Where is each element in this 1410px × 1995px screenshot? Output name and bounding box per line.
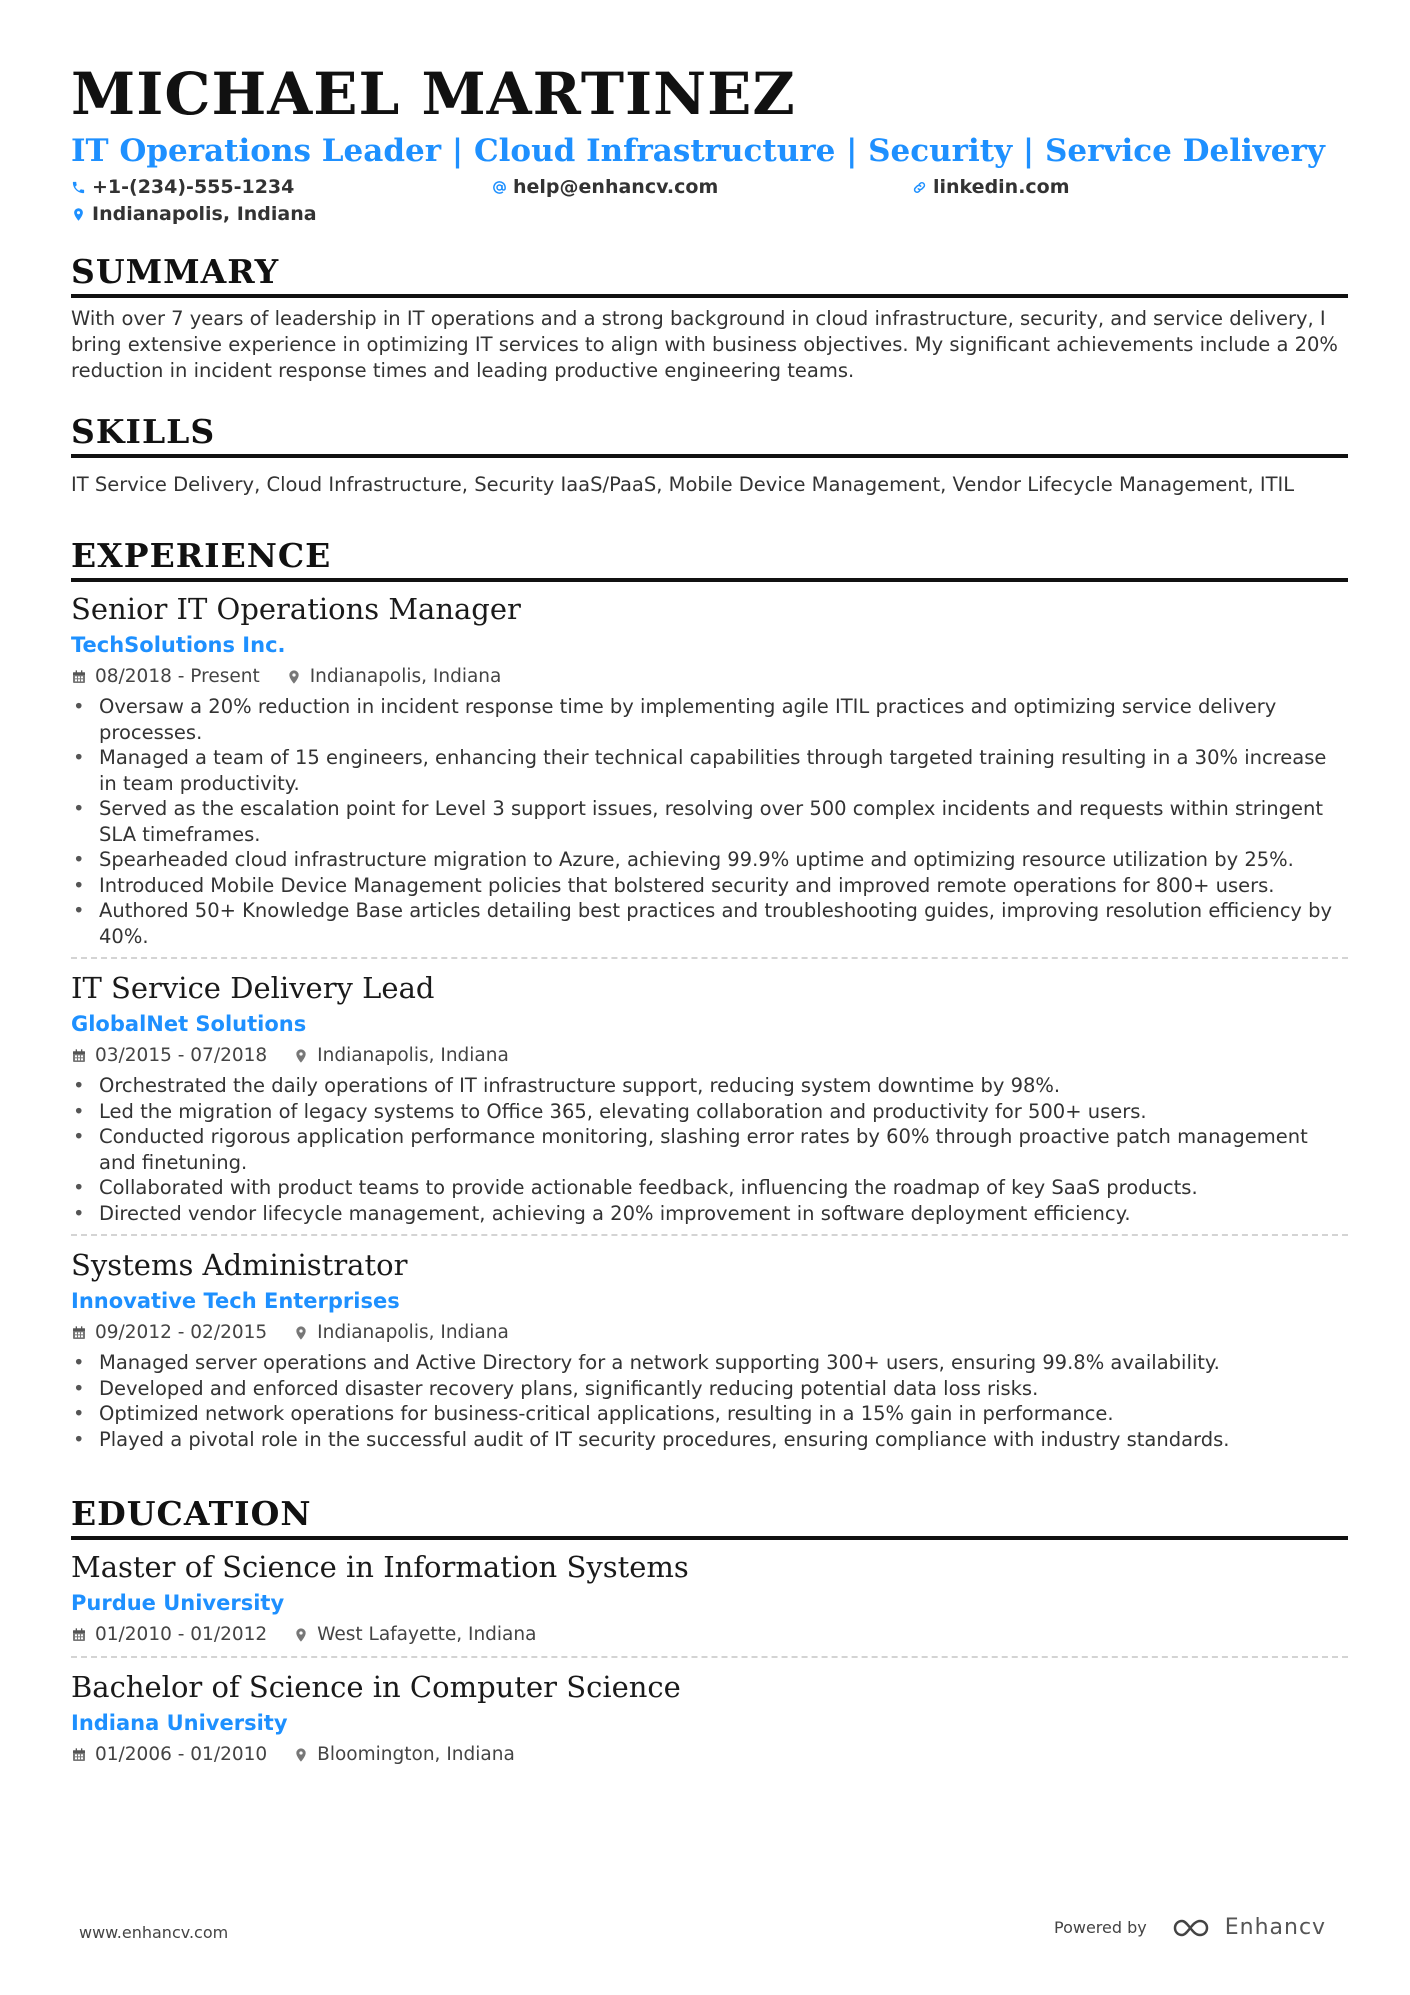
dates-text: 08/2018 - Present — [95, 666, 260, 687]
infinity-logo-icon — [1171, 1916, 1215, 1940]
contact-location — [71, 203, 317, 225]
entry-meta — [71, 1320, 1348, 1346]
enhancv-logo[interactable] — [1171, 1915, 1326, 1940]
footer-branding — [1054, 1915, 1326, 1940]
at-sign-icon — [492, 180, 507, 195]
school-name: Purdue University — [71, 1591, 285, 1615]
calendar-icon — [71, 1325, 87, 1341]
achievement-item: • Developed and enforced disaster recovery plans, significantly reducing potential data loss risks. — [71, 1376, 1348, 1402]
contact-info — [71, 176, 1348, 236]
experience-entry — [71, 957, 1348, 1234]
job-title: IT Service Delivery Lead — [71, 971, 435, 1005]
degree-title: Master of Science in Information Systems — [71, 1550, 689, 1584]
achievement-item: • Spearheaded cloud infrastructure migration to Azure, achieving 99.9% uptime and optimizing resource utilization by 25%. — [71, 847, 1348, 873]
skills-heading: SKILLS — [71, 412, 1348, 458]
contact-phone[interactable] — [71, 176, 294, 198]
location-pin-icon — [293, 1048, 309, 1064]
school-name: Indiana University — [71, 1711, 288, 1735]
achievement-item: • Played a pivotal role in the successful audit of IT security procedures, ensuring compliance with industry standards. — [71, 1427, 1348, 1453]
achievement-item: • Oversaw a 20% reduction in incident response time by implementing agile ITIL practices and optimizing service delivery processes. — [71, 694, 1348, 745]
calendar-icon — [71, 1048, 87, 1064]
location-pin-icon — [71, 207, 86, 222]
company-name: TechSolutions Inc. — [71, 633, 286, 657]
achievement-item: • Optimized network operations for business-critical applications, resulting in a 15% gain in performance. — [71, 1401, 1348, 1427]
linkedin-text: linkedin.com — [933, 176, 1070, 198]
achievement-item: • Led the migration of legacy systems to Office 365, elevating collaboration and productivity for 500+ users. — [71, 1099, 1348, 1125]
achievement-item: • Conducted rigorous application performance monitoring, slashing error rates by 60% through proactive patch management and finetuning. — [71, 1124, 1348, 1175]
location-text: Indianapolis, Indiana — [92, 203, 317, 225]
location-text: Indianapolis, Indiana — [317, 1045, 509, 1066]
email-text: help@enhancv.com — [513, 176, 719, 198]
phone-text: +1-(234)-555-1234 — [92, 176, 295, 198]
dates-text: 09/2012 - 02/2015 — [95, 1322, 268, 1343]
entry-dates — [71, 1320, 267, 1346]
candidate-name: MICHAEL MARTINEZ — [71, 60, 796, 128]
calendar-icon — [71, 1627, 87, 1643]
entry-location — [293, 1043, 509, 1069]
location-text: Bloomington, Indiana — [317, 1744, 515, 1765]
entry-dates — [71, 1043, 267, 1069]
location-text: Indianapolis, Indiana — [317, 1322, 509, 1343]
headline: IT Operations Leader | Cloud Infrastructure | Security | Service Delivery — [71, 133, 1325, 169]
achievement-item: • Authored 50+ Knowledge Base articles detailing best practices and troubleshooting guides, improving resolution efficiency by 40%. — [71, 898, 1348, 949]
link-icon — [912, 180, 927, 195]
dates-text: 01/2010 - 01/2012 — [95, 1624, 268, 1645]
contact-linkedin[interactable] — [912, 176, 1070, 198]
entry-meta — [71, 1622, 1348, 1648]
dates-text: 01/2006 - 01/2010 — [95, 1744, 268, 1765]
location-text: West Lafayette, Indiana — [317, 1624, 537, 1645]
location-pin-icon — [293, 1747, 309, 1763]
entry-meta — [71, 1043, 1348, 1069]
contact-email[interactable] — [492, 176, 718, 198]
company-name: GlobalNet Solutions — [71, 1012, 307, 1036]
entry-location — [286, 664, 502, 690]
company-name: Innovative Tech Enterprises — [71, 1289, 400, 1313]
achievement-item: • Introduced Mobile Device Management policies that bolstered security and improved remote operations for 800+ users. — [71, 873, 1348, 899]
achievement-item: • Managed a team of 15 engineers, enhancing their technical capabilities through targeted training resulting in a 30% increase in team productivity. — [71, 745, 1348, 796]
job-title: Senior IT Operations Manager — [71, 592, 521, 626]
location-pin-icon — [293, 1325, 309, 1341]
achievement-item: • Served as the escalation point for Level 3 support issues, resolving over 500 complex incidents and requests within stringent SLA timeframes. — [71, 796, 1348, 847]
powered-by-text: Powered by — [1054, 1918, 1147, 1937]
experience-entry — [71, 590, 1348, 957]
location-pin-icon — [286, 669, 302, 685]
achievement-list — [71, 1350, 1348, 1452]
brand-name: Enhancv — [1224, 1915, 1327, 1940]
entry-dates — [71, 664, 260, 690]
resume-page — [71, 58, 1348, 1776]
achievement-item: • Collaborated with product teams to provide actionable feedback, influencing the roadmap of key SaaS products. — [71, 1175, 1348, 1201]
entry-location — [293, 1320, 509, 1346]
entry-meta — [71, 664, 1348, 690]
summary-text: With over 7 years of leadership in IT operations and a strong background in cloud infrastructure, security, and service delivery, I bring extensive experience in optimizing IT services to align with business objectives. My significant achievements include a 20% reduction in incident response times and leading productive engineering teams. — [71, 307, 1338, 382]
phone-icon — [71, 180, 86, 195]
summary-heading: SUMMARY — [71, 252, 1348, 298]
job-title: Systems Administrator — [71, 1248, 408, 1282]
achievement-item: • Directed vendor lifecycle management, achieving a 20% improvement in software deployment efficiency. — [71, 1201, 1348, 1227]
entry-meta — [71, 1742, 1348, 1768]
entry-location — [293, 1742, 515, 1768]
experience-heading: EXPERIENCE — [71, 536, 1348, 582]
education-entry — [71, 1656, 1348, 1776]
achievement-item: • Managed server operations and Active Directory for a network supporting 300+ users, ensuring 99.8% availability. — [71, 1350, 1348, 1376]
location-pin-icon — [293, 1627, 309, 1643]
achievement-list — [71, 1073, 1348, 1226]
calendar-icon — [71, 1747, 87, 1763]
entry-dates — [71, 1742, 267, 1768]
achievement-item: • Orchestrated the daily operations of IT infrastructure support, reducing system downtime by 98%. — [71, 1073, 1348, 1099]
footer-website[interactable]: www.enhancv.com — [79, 1923, 229, 1942]
skills-text: IT Service Delivery, Cloud Infrastructure, Security IaaS/PaaS, Mobile Device Management, Vendor Lifecycle Management, ITIL — [71, 473, 1295, 496]
dates-text: 03/2015 - 07/2018 — [95, 1045, 268, 1066]
education-heading: EDUCATION — [71, 1494, 1348, 1540]
experience-entry — [71, 1234, 1348, 1460]
entry-location — [293, 1622, 536, 1648]
education-entry — [71, 1548, 1348, 1656]
location-text: Indianapolis, Indiana — [309, 666, 502, 687]
degree-title: Bachelor of Science in Computer Science — [71, 1670, 681, 1704]
calendar-icon — [71, 669, 87, 685]
achievement-list — [71, 694, 1348, 949]
entry-dates — [71, 1622, 267, 1648]
